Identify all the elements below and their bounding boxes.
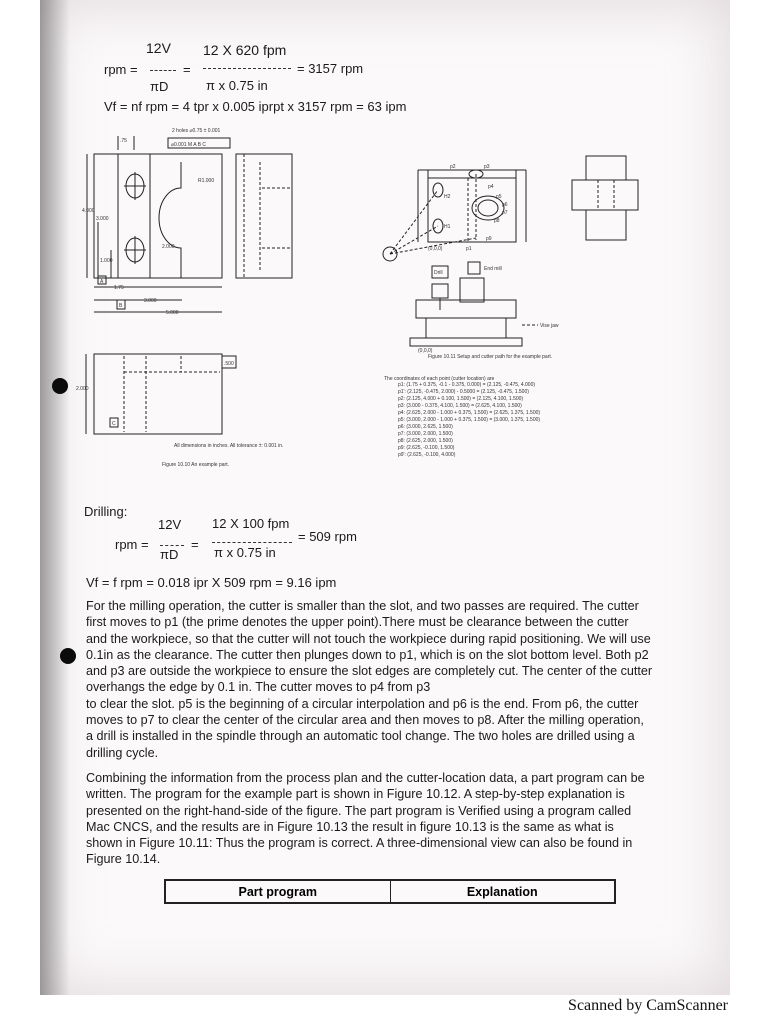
label-p2: p2 [450,164,456,170]
drilling-equals: = [191,537,199,552]
paragraph-line: Mac CNCS, and the results are in Figure 10.13 the result in figure 10.13 is the same as what is [86,819,614,834]
coord-line: p5: (3.000, 2.000 - 1.000 + 0.375, 1.500) = (3.000, 1.375, 1.500) [398,417,541,423]
datum-a: A [100,279,104,285]
drilling-vf-line: Vf = f rpm = 0.018 ipr X 509 rpm = 9.16 ipm [86,575,337,590]
paragraph-line: written. The program for the example part is shown in Figure 10.12. A step-by-step explanation is [86,787,625,802]
dim-1000: 1.000 [100,258,113,264]
drilling-den1: πD [160,547,179,562]
formula1-num1: 12V [146,40,171,56]
part-program-table-header [164,879,616,904]
tolerance-frame: ⌀0.001 M A B C [171,142,206,148]
camscanner-footer: Scanned by CamScanner [568,997,728,1014]
table-header-part-program: Part program [166,881,391,902]
label-p8: p8 [494,218,500,224]
coord-line: p6: (3.000, 2.625, 1.500) [398,424,453,430]
formula1-fraction-bar-2 [203,68,291,69]
dim-175: 1.75 [114,285,124,291]
coord-line: p8: (2.625, 2.000, 1.500) [398,438,453,444]
formula1-den2: π x 0.75 in [206,78,268,93]
paragraph-line: first moves to p1 (the prime denotes the upper point).There must be clearance between the cutter [86,615,629,630]
drilling-rpm-label: rpm = [115,537,149,552]
coords-title: The coordinates of each point (cutter location) are [384,376,495,382]
coord-line: p7: (3.000, 2.000, 1.500) [398,431,453,437]
punch-hole-top [52,378,68,394]
table-header-explanation: Explanation [466,884,538,899]
coord-line: p3: (3.000 - 0.375, 4.100, 1.500) = (2.625, 4.100, 1.500) [398,403,522,409]
drilling-fraction-bar-2 [212,542,292,543]
coord-line: p9: (2.625, -0.100, 1.500) [398,445,455,451]
dim-3000-vertical: 3.000 [96,216,109,222]
dim-075: .75 [120,138,127,144]
dim-3000-horizontal: 3.000 [144,298,157,304]
drilling-num1: 12V [158,517,182,532]
label-p1: p1 [466,246,472,252]
drilling-den2: π x 0.75 in [214,545,276,560]
label-p7: p7 [502,210,508,216]
paragraph-line: shown in Figure 10.11: Thus the program is correct. A three-dimensional view can also be found in [86,836,633,851]
paragraph-line: to clear the slot. p5 is the beginning of a circular interpolation and p6 is the end. From p6, the cutter [86,696,639,711]
dim-500: .500 [224,361,234,367]
paragraph-line: overhangs the edge by 0.1 in. The cutter moves to p4 from p3 [86,680,431,695]
paragraph-line: Combining the information from the process plan and the cutter-location data, a part program can be [86,771,645,785]
formula1-vf-line: Vf = nf rpm = 4 tpr x 0.005 iprpt x 3157 rpm = 63 ipm [104,99,407,114]
formula1-equals: = [183,62,191,77]
datum-b: B [119,303,123,309]
label-drill: Drill [434,270,443,276]
figure-10-11-drawing [376,150,646,470]
paragraph-line: and the workpiece, so that the cutter will not touch the workpiece during rapid positioning. We will use [86,631,651,646]
label-p5: p5 [496,194,502,200]
paragraph-milling [86,598,698,761]
dim-4000: 4.000 [82,208,95,214]
paragraph-line: 0.1in as the clearance. The cutter then plunges down to p1, which is on the slot bottom level. Both p2 [86,647,649,662]
paragraph-line: moves to p7 to clear the center of the circular area and then moves to p8. After the milling operation, [86,713,644,728]
coord-line: p9': (2.625, -0.100, 4.000) [398,452,456,458]
paragraph-line: a drill is installed in the spindle through an automatic tool change. The two holes are drilled using a [86,729,635,744]
label-vise-jaw: Vise jaw [540,323,559,329]
punch-hole-middle [60,648,76,664]
label-p4: p4 [488,184,494,190]
figure-10-11-caption: Figure 10.11 Setup and cutter path for the example part. [428,354,553,360]
coord-line: p2: (2.125, 4.000 + 0.100, 1.500) = (2.125, 4.100, 1.500) [398,396,524,402]
paragraph-line: and p3 are outside the workpiece to ensure the slot edges are completely cut. The center of the cutter [86,664,653,679]
paragraph-line: For the milling operation, the cutter is smaller than the slot, and two passes are required. The cutter [86,599,639,613]
label-p6: p6 [502,202,508,208]
formula1-fraction-bar-1 [150,70,176,71]
figure-10-10-caption: Figure 10.10 An example part. [162,462,229,468]
paragraph-line: Figure 10.14. [86,852,161,867]
drilling-num2: 12 X 100 fpm [212,516,290,531]
page-edge-shadow [40,0,70,995]
label-origin-2: (0,0,0) [418,348,433,354]
label-h1: H1 [444,224,451,230]
dim-r1000: R1.000 [198,178,215,184]
coords-list [398,382,540,458]
formula1-rpm-label: rpm = [104,62,138,77]
label-end-mill: End mill [484,266,502,272]
datum-c: C [112,421,116,427]
paragraph-part-program [86,770,698,868]
holes-note: 2 holes ⌀0.75 ± 0.001 [172,128,221,134]
label-p3: p3 [484,164,490,170]
paragraph-line: presented on the right-hand-side of the figure. The part program is Verified using a program called [86,803,632,818]
label-p9: p9 [486,236,492,242]
formula1-den1: πD [150,79,169,94]
dim-2000-side: 2.000 [76,386,89,392]
dim-2000: 2.000 [162,244,175,250]
formula1-result: = 3157 rpm [297,61,364,76]
formula1-num2: 12 X 620 fpm [203,42,287,58]
dim-5000: 5.000 [166,310,179,316]
drilling-heading: Drilling: [84,504,128,519]
figure-10-10-note: All dimensions in inches. All tolerance ±: 0.001 in. [174,443,284,449]
drilling-result: = 509 rpm [298,529,357,544]
coord-line: p1: (1.75 + 0.375, -0.1 - 0.375, 0.000) = (2.125, -0.475, 4.000) [398,382,536,388]
paragraph-line: drilling cycle. [86,745,159,760]
figure-10-10-drawing [76,122,344,482]
drilling-fraction-bar-1 [160,545,184,546]
label-h2: H2 [444,194,451,200]
coord-line: p1': (2.125, -0.475, 2.000) - 0.5000 = (2.125, -0.475, 1.500) [398,389,529,395]
coord-line: p4: (2.625, 2.000 - 1.000 + 0.375, 1.500) = (2.625, 1.375, 1.500) [398,410,541,416]
label-origin: (0,0,0) [428,246,443,252]
